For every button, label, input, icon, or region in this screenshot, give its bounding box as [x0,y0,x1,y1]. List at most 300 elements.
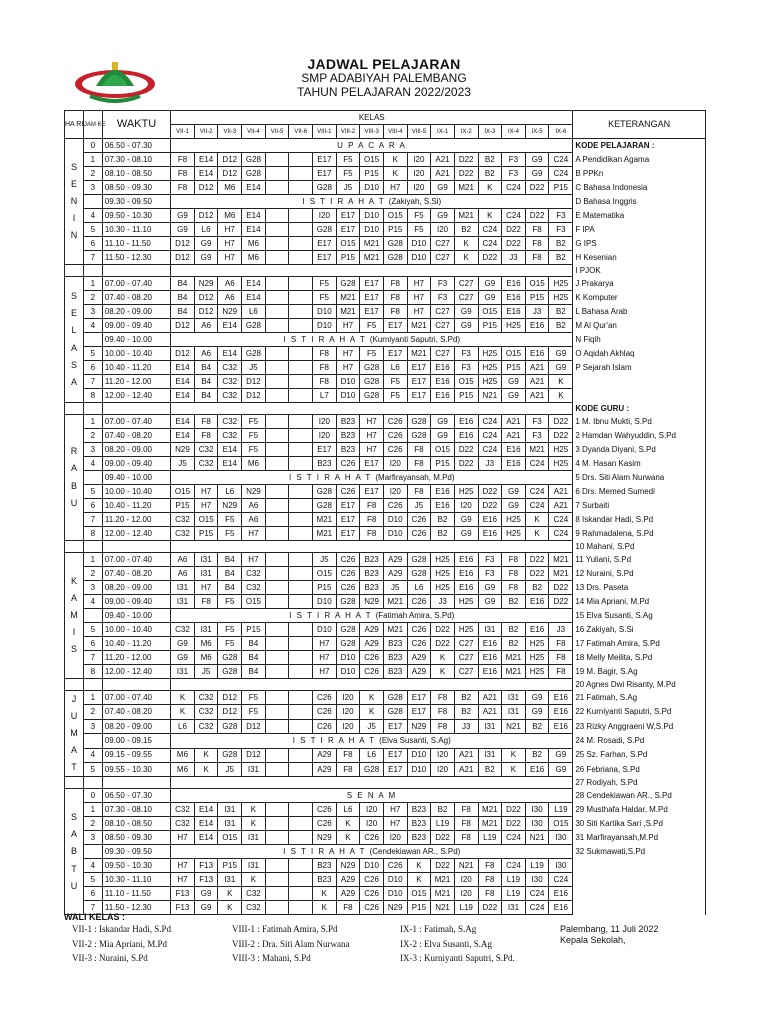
period-number: 0 [83,789,102,803]
lesson-code: N21 [478,389,502,403]
lesson-code: I31 [194,623,218,637]
legend-item [573,873,706,887]
lesson-code: I31 [218,803,242,817]
lesson-code: E17 [407,691,431,705]
lesson-code: J5 [407,499,431,513]
lesson-code: B2 [549,251,573,265]
lesson-code: K [242,817,266,831]
lesson-code: K [336,817,360,831]
lesson-code: E16 [431,485,455,499]
period-number: 2 [83,167,102,181]
legend-item [573,901,706,915]
period-number: 2 [83,705,102,719]
legend-item: 24 M. Rosadi, S.Pd [573,734,706,748]
lesson-code: J3 [431,595,455,609]
homeroom-entry: IX-3 : Kurniyanti Saputri, S.Pd. [400,953,515,963]
lesson-code: E17 [360,305,384,319]
lesson-code: K [360,705,384,719]
lesson-code: H25 [431,553,455,567]
lesson-code: O15 [525,277,549,291]
lesson-code [289,429,313,443]
lesson-code: C27 [454,277,478,291]
time-slot: 08.20 - 09.00 [102,305,170,319]
legend-item: 30 Siti Kartika Sari ,S.Pd [573,817,706,831]
lesson-code: E17 [313,167,337,181]
lesson-code: C32 [218,375,242,389]
lesson-code: D22 [502,223,526,237]
column-header-class: VIII-5 [407,125,431,139]
lesson-code: B2 [431,803,455,817]
lesson-code: N29 [407,719,431,733]
lesson-code: G9 [194,901,218,915]
lesson-code: F8 [194,595,218,609]
lesson-code: G28 [407,415,431,429]
time-slot: 07.40 - 08.20 [102,567,170,581]
lesson-code: A6 [194,319,218,333]
lesson-code: J5 [313,553,337,567]
lesson-code [289,347,313,361]
lesson-code: D22 [431,831,455,845]
lesson-code: O15 [407,887,431,901]
lesson-code [289,748,313,762]
lesson-code: E14 [171,429,195,443]
lesson-code: N29 [171,443,195,457]
time-slot: 09.00 - 09.40 [102,457,170,471]
lesson-code: M21 [549,553,573,567]
day-letter: L [71,325,77,336]
legend-item: 3 Dyanda Diyani, S.Pd [573,443,706,457]
lesson-code: O15 [242,595,266,609]
lesson-code: G28 [407,553,431,567]
lesson-code: N29 [242,485,266,499]
lesson-code: E17 [383,347,407,361]
lesson-code: C24 [502,181,526,195]
table-row [65,817,706,831]
lesson-code: A21 [525,389,549,403]
separator-cell [83,403,102,415]
homeroom-entry: VIII-2 : Dra. Siti Alam Nurwana [232,939,350,949]
column-header-class: VIII-1 [313,125,337,139]
lesson-code: B23 [360,553,384,567]
lesson-code: J5 [218,763,242,777]
lesson-code: G9 [525,691,549,705]
separator-cell [65,403,84,415]
lesson-code: H7 [313,651,337,665]
lesson-code: L19 [431,817,455,831]
lesson-code: D22 [525,567,549,581]
lesson-code: M21 [454,209,478,223]
lesson-code: F5 [242,415,266,429]
lesson-code [265,375,289,389]
lesson-code: J5 [242,361,266,375]
period-number: 5 [83,623,102,637]
lesson-code: A29 [407,665,431,679]
break-label [171,333,573,347]
lesson-code: M6 [218,209,242,223]
lesson-code: H25 [431,581,455,595]
lesson-code: C27 [431,237,455,251]
lesson-code: G28 [218,719,242,733]
time-slot: 10.00 - 10.40 [102,623,170,637]
lesson-code: E17 [383,748,407,762]
homeroom-entry: VII-2 : Mia Apriani, M.Pd [72,939,167,949]
lesson-code: G9 [171,651,195,665]
lesson-code: D12 [218,691,242,705]
lesson-code: F8 [478,873,502,887]
lesson-code: F8 [313,347,337,361]
lesson-code: M21 [431,887,455,901]
lesson-code: E17 [407,705,431,719]
lesson-code: E16 [549,691,573,705]
lesson-code: F5 [407,209,431,223]
legend-item: 13 Drs. Paseta [573,581,706,595]
lesson-code: C26 [336,567,360,581]
lesson-code: E17 [360,457,384,471]
period-number [83,333,102,347]
legend-item: L Bahasa Arab [573,305,706,319]
lesson-code: C32 [218,429,242,443]
lesson-code [265,429,289,443]
lesson-code: D10 [407,251,431,265]
lesson-code: F5 [360,347,384,361]
lesson-code: I20 [454,873,478,887]
lesson-code [265,691,289,705]
lesson-code: D22 [478,499,502,513]
lesson-code: M21 [336,305,360,319]
lesson-code: I30 [525,873,549,887]
lesson-code: C24 [478,223,502,237]
period-number: 2 [83,429,102,443]
lesson-code: E17 [336,209,360,223]
day-separator [65,265,706,277]
time-slot: 09.40 - 10.00 [102,609,170,623]
lesson-code: D22 [525,553,549,567]
lesson-code: K [549,389,573,403]
lesson-code: H25 [454,623,478,637]
lesson-code: C32 [171,623,195,637]
table-row [65,457,706,471]
lesson-code: C24 [525,485,549,499]
lesson-code: I30 [549,831,573,845]
break-supervisor: (Elva Susanti, S.Ag) [379,735,451,745]
lesson-code [289,719,313,733]
lesson-code: K [218,901,242,915]
day-letter: J [71,694,77,704]
lesson-code: D22 [549,581,573,595]
lesson-code: B2 [478,153,502,167]
lesson-code: H7 [336,319,360,333]
lesson-code: O15 [383,209,407,223]
lesson-code: D10 [407,748,431,762]
lesson-code: N29 [360,595,384,609]
lesson-code: N29 [194,277,218,291]
lesson-code: I20 [313,415,337,429]
time-slot: 08.50 - 09.30 [102,831,170,845]
lesson-code: I20 [360,817,384,831]
table-row [65,748,706,762]
lesson-code: H25 [549,443,573,457]
lesson-code [265,719,289,733]
lesson-code: D12 [218,153,242,167]
lesson-code: K [478,209,502,223]
lesson-code: C32 [194,691,218,705]
time-slot: 09.30 - 09.50 [102,195,170,209]
lesson-code: F8 [313,361,337,375]
separator-cell [83,265,102,277]
lesson-code: C26 [336,457,360,471]
day-separator [65,541,706,553]
lesson-code: B4 [171,305,195,319]
lesson-code: E14 [171,375,195,389]
day-label [65,789,84,915]
time-slot: 07.00 - 07.40 [102,553,170,567]
period-number: 7 [83,251,102,265]
period-number: 1 [83,277,102,291]
lesson-code: K [502,763,526,777]
lesson-code: L6 [242,305,266,319]
lesson-code [289,831,313,845]
lesson-code: A6 [218,277,242,291]
break-supervisor: (Kurniyanti Saputri, S.Pd) [369,334,461,344]
lesson-code: D10 [313,623,337,637]
lesson-code: E16 [454,553,478,567]
period-number: 5 [83,347,102,361]
lesson-code: G9 [549,347,573,361]
lesson-code: H25 [549,457,573,471]
lesson-code: I31 [478,719,502,733]
time-slot: 12.00 - 12.40 [102,389,170,403]
table-row [65,277,706,291]
lesson-code: H25 [478,361,502,375]
lesson-code: L19 [502,873,526,887]
table-row [65,153,706,167]
legend-item: 31 Marfirayansah,M.Pd [573,831,706,845]
lesson-code: G9 [171,209,195,223]
lesson-code: E17 [383,763,407,777]
lesson-code [289,595,313,609]
lesson-code: F8 [336,763,360,777]
lesson-code: C26 [336,581,360,595]
day-letter: I [72,213,76,224]
break-title: I S T I R A H A T [283,334,367,344]
lesson-code: H7 [218,223,242,237]
table-row [65,887,706,901]
lesson-code: P15 [502,361,526,375]
lesson-code: I20 [431,223,455,237]
time-slot: 12.00 - 12.40 [102,527,170,541]
lesson-code [265,347,289,361]
day-letter: S [70,644,77,655]
lesson-code: H7 [313,637,337,651]
lesson-code [265,389,289,403]
page-title: JADWAL PELAJARAN [307,56,461,72]
lesson-code: A29 [383,567,407,581]
time-slot: 08.20 - 09.00 [102,443,170,457]
lesson-code: F8 [454,831,478,845]
lesson-code [265,873,289,887]
lesson-code: C27 [454,665,478,679]
lesson-code: J3 [525,305,549,319]
time-slot: 09.55 - 10.30 [102,763,170,777]
lesson-code [265,637,289,651]
lesson-code: I20 [454,887,478,901]
lesson-code: E16 [549,719,573,733]
lesson-code: N21 [502,719,526,733]
lesson-code: A21 [549,499,573,513]
day-letter: S [70,161,77,172]
break-label [171,734,573,748]
lesson-code: F8 [171,167,195,181]
period-number [83,195,102,209]
lesson-code: G28 [383,705,407,719]
period-number: 6 [83,887,102,901]
legend-item: 6 Drs. Memed Sumedi [573,485,706,499]
lesson-code [265,705,289,719]
lesson-code: B4 [242,637,266,651]
lesson-code: F8 [194,429,218,443]
lesson-code: E17 [336,499,360,513]
time-slot: 07.00 - 07.40 [102,415,170,429]
lesson-code [289,527,313,541]
lesson-code [289,513,313,527]
lesson-code: G9 [454,319,478,333]
lesson-code: A6 [242,499,266,513]
lesson-code: C24 [549,167,573,181]
lesson-code: C26 [383,415,407,429]
separator-cell [65,265,84,277]
table-row [65,763,706,777]
lesson-code: I20 [383,485,407,499]
lesson-code: E14 [171,361,195,375]
lesson-code: G9 [194,887,218,901]
lesson-code: D10 [313,319,337,333]
lesson-code: D22 [431,637,455,651]
lesson-code: A21 [454,763,478,777]
separator-cell [83,679,102,691]
lesson-code: K [313,901,337,915]
lesson-code: O15 [454,375,478,389]
lesson-code: D12 [242,389,266,403]
lesson-code: C32 [242,887,266,901]
lesson-code: F5 [242,443,266,457]
lesson-code: G9 [431,181,455,195]
lesson-code: C32 [194,705,218,719]
lesson-code: B2 [549,319,573,333]
lesson-code [289,291,313,305]
time-slot: 07.00 - 07.40 [102,691,170,705]
lesson-code: M21 [360,251,384,265]
lesson-code: K [525,527,549,541]
lesson-code: E16 [525,763,549,777]
lesson-code: D12 [194,291,218,305]
lesson-code: D12 [194,305,218,319]
lesson-code [265,277,289,291]
lesson-code: J5 [360,719,384,733]
lesson-code: M21 [407,347,431,361]
table-row [65,333,706,347]
lesson-code: E16 [454,567,478,581]
lesson-code: H25 [525,665,549,679]
lesson-code: C24 [549,153,573,167]
lesson-code: G28 [360,361,384,375]
lesson-code: F3 [431,277,455,291]
lesson-code: E14 [218,443,242,457]
period-number: 3 [83,719,102,733]
lesson-code: E17 [336,513,360,527]
lesson-code: I31 [502,691,526,705]
lesson-code: B4 [218,553,242,567]
lesson-code: M21 [525,443,549,457]
period-number: 1 [83,691,102,705]
table-row [65,513,706,527]
lesson-code: A29 [336,873,360,887]
lesson-code: B4 [194,361,218,375]
lesson-code: A21 [478,705,502,719]
lesson-code: I20 [336,719,360,733]
lesson-code: D10 [336,389,360,403]
lesson-code: H7 [336,347,360,361]
lesson-code [265,237,289,251]
lesson-code: M21 [383,623,407,637]
day-letter: E [70,308,77,319]
lesson-code: E17 [407,389,431,403]
lesson-code: C26 [407,623,431,637]
lesson-code: C24 [525,457,549,471]
lesson-code: F8 [478,859,502,873]
table-row [65,623,706,637]
lesson-code: D22 [502,817,526,831]
table-row [65,195,706,209]
lesson-code: K [407,873,431,887]
lesson-code: K [336,831,360,845]
column-header-class: VII-1 [171,125,195,139]
lesson-code: H7 [194,581,218,595]
lesson-code: B4 [218,581,242,595]
lesson-code: F5 [218,513,242,527]
lesson-code: C26 [383,859,407,873]
table-row [65,485,706,499]
homeroom-entry: IX-2 : Elva Susanti, S.Ag [400,939,492,949]
lesson-code [265,167,289,181]
lesson-code [265,251,289,265]
lesson-code: G9 [478,277,502,291]
column-header-class: IX-3 [478,125,502,139]
column-header-class: IX-4 [502,125,526,139]
lesson-code: C24 [525,887,549,901]
time-slot: 09.15 - 09.55 [102,748,170,762]
lesson-code: I31 [242,831,266,845]
lesson-code: A29 [336,887,360,901]
legend-item: 8 Iskandar Hadi, S.Pd [573,513,706,527]
academic-year: TAHUN PELAJARAN 2022/2023 [297,85,471,99]
break-label [171,139,573,153]
lesson-code: F8 [194,415,218,429]
lesson-code: C32 [171,817,195,831]
day-letter: A [70,463,77,474]
lesson-code: L19 [525,859,549,873]
lesson-code: F5 [242,705,266,719]
column-header-class: VIII-2 [336,125,360,139]
lesson-code: I20 [407,153,431,167]
day-letter: B [70,846,77,857]
lesson-code: C32 [171,527,195,541]
lesson-code: C26 [360,901,384,915]
lesson-code: O15 [218,831,242,845]
legend-item: O Aqidah Akhlaq [573,347,706,361]
lesson-code: I31 [502,705,526,719]
lesson-code: E16 [454,415,478,429]
lesson-code [289,817,313,831]
